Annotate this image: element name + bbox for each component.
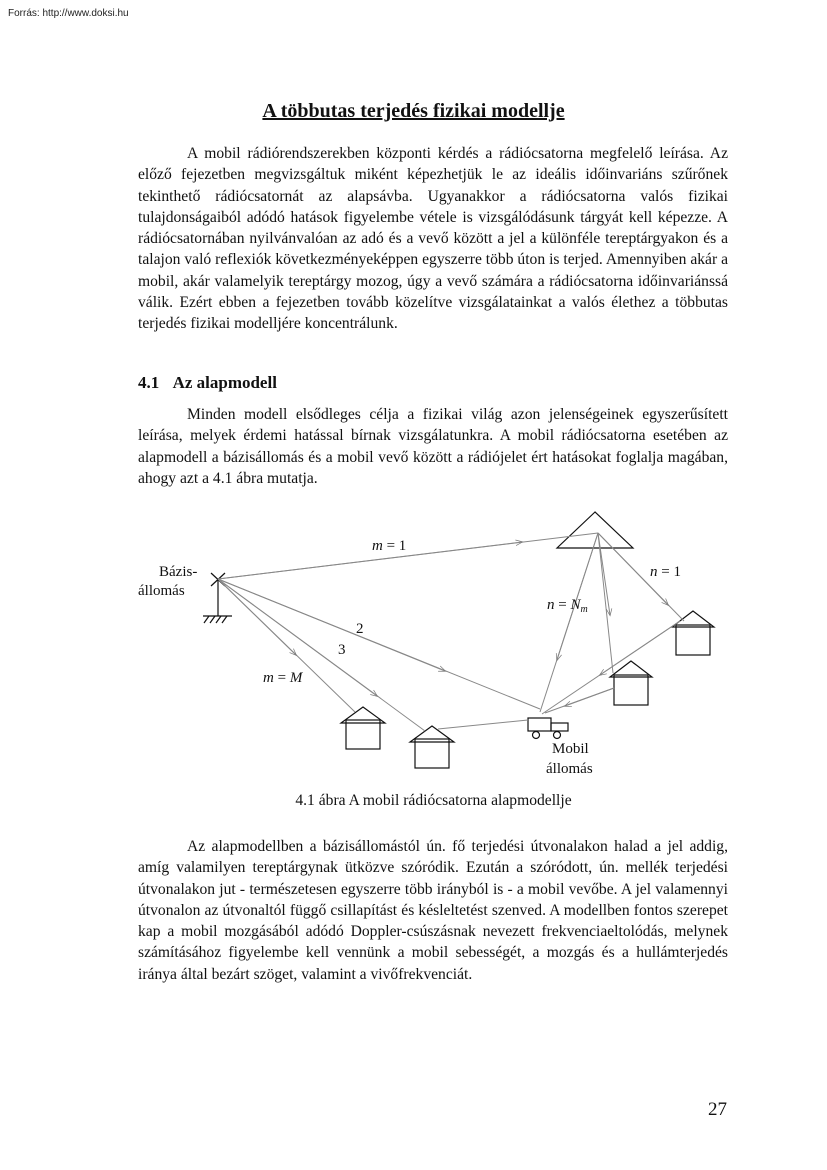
label-m-equals-1: m = 1 [372,538,407,554]
house-mid-right [610,661,652,705]
page-number: 27 [708,1099,727,1120]
mobile-station-vehicle [528,718,568,739]
model-paragraph: Az alapmodellben a bázisállomástól ún. fő terjedési útvonalakon halad a jel addig, amíg valamilyen tereptárgynak ütközve szóródik. Ezután a szóródott, ún. mellék terjedési útvonalakon jut - természetesen egyszerre több irányból is - a mobil vevőbe. A jel valamennyi útvonalon az útvonaltól függő csillapítást és késleltetést szenved. A modellben fontos szerepet kap a mobil mozgásából adódó Doppler-csúszásnak nevezett frekvenciaeltolódás, melynek számításához figyelembe kell vennünk a mobil sebességét, a mozgás és a hullámterjedés iránya által bezárt szöget, valamint a vivőfrekvenciát. [138,838,728,983]
house-bottom [410,726,454,768]
base-station-antenna [203,573,232,623]
bottom-house-to-mobile [438,720,528,729]
mobile-label-line1: Mobil [552,741,589,757]
label-n-equals-1: n = 1 [650,564,681,580]
label-n-equals-nm: $n = N_m$ [547,597,588,615]
section-paragraph: Minden modell elsődleges célja a fizikai világ azon jelenségeinek egyszerűsített leírása, melyek érdemi hatással bírnak vizsgálatunkra. A mobil rádiócsatorna esetében az alapmodell a bázisállomás és a mobil vevő között a rádiójelet ért hatásokat foglalja magában, ahogy azt a 4.1 ábra mutatja. [138,406,728,487]
section-number: 4.1 [138,373,160,392]
figure-caption: 4.1 ábra A mobil rádiócsatorna alapmodellje [295,792,572,809]
house-left [341,707,385,749]
section-title: Az alapmodell [172,373,277,392]
scatter-to-mid-house [598,533,613,673]
label-path-3: 3 [338,642,346,658]
base-label-line1: Bázis- [159,564,198,580]
mobile-label-line2: állomás [546,761,593,777]
house-right [672,611,714,655]
base-label-line2: állomás [138,583,185,599]
intro-paragraph: A mobil rádiórendszerekben központi kérdés a rádiócsatorna megfelelő leírása. Az előző fejezetben megvizsgáltuk miként képezhetjük le az ideális időinvariáns szűrőnek tekinthető rádiócsatornát az alapsávba. Ugyanakkor a rádiócsatorna valós fizikai tulajdonságaiból adódó hatások figyelembe vétele is vizsgálódásunk tárgyát kell képezze. A rádiócsatornában nyilvánvalóan az adó és a vevő között a jel a különféle tereptárgyakon és a talajon való reflexiók következményeképpen egyszerre több úton is terjed. Amennyiben akár a mobil, akár valamelyik tereptárgy mozog, úgy a vevő számára a rádiócsatorna időinvariánssá válik. Ezért ebben a fejezetben tovább közelítve vizsgálatainkat a valós élethez a többutas terjedés fizikai modelljére koncentrálunk. [138,145,728,333]
source-note: Forrás: http://www.doksi.hu [8,8,129,19]
label-m-equals-M: m = M [263,670,303,686]
label-path-2: 2 [356,621,364,637]
page-title: A többutas terjedés fizikai modellje [262,100,565,122]
